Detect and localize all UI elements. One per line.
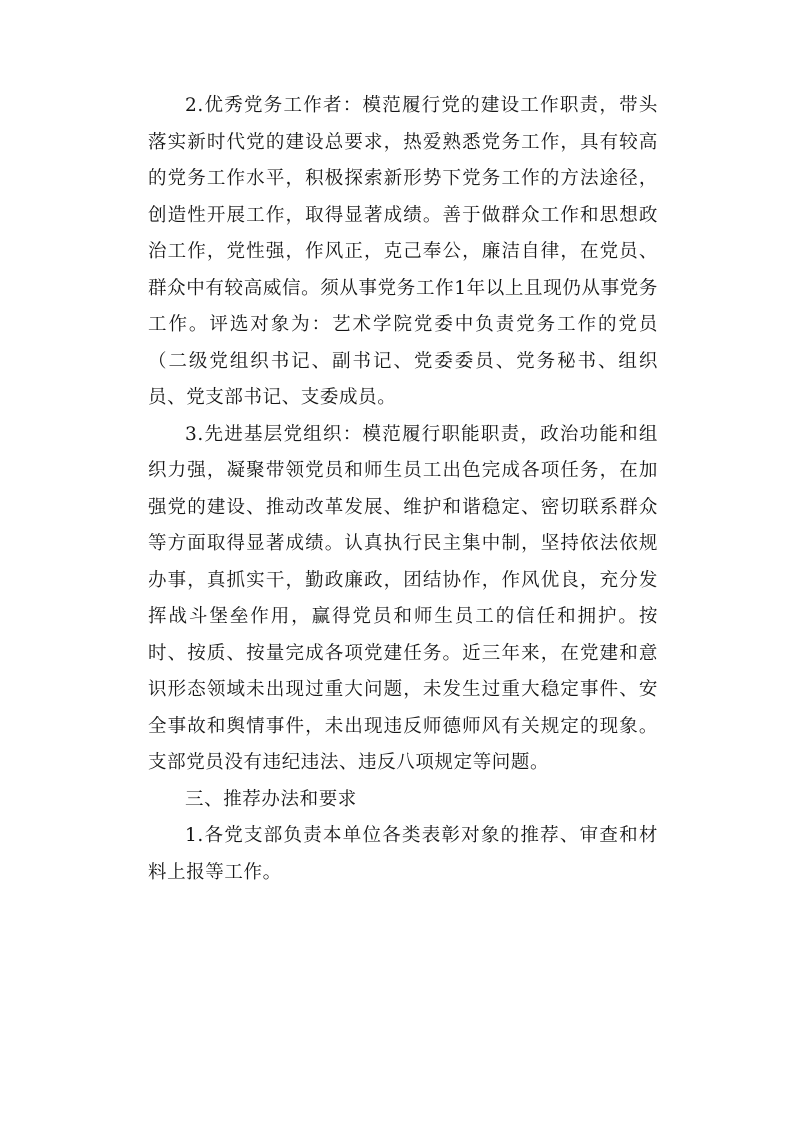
paragraph-advanced-grassroots-organization: 3.先进基层党组织：模范履行职能职责，政治功能和组织力强，凝聚带领党员和师生员工出色完成各项任务，在加强党的建设、推动改革发展、维护和谐稳定、密切联系群众等方面取得显著成绩。认真执行民主集中制，坚持依法依规办事，真抓实干，勤政廉政，团结协作，作风优良，充分发挥战斗堡垒作用，赢得党员和师生员工的信任和拥护。按时、按质、按量完成各项党建任务。近三年来，在党建和意识形态领域未出现过重大问题，未发生过重大稳定事件、安全事故和舆情事件，未出现违反师德师风有关规定的现象。支部党员没有违纪违法、违反八项规定等问题。 bbox=[148, 423, 658, 773]
section-heading-recommendation: 三、推荐办法和要求 bbox=[185, 788, 357, 810]
document-body bbox=[148, 88, 658, 891]
paragraph-outstanding-party-worker: 2.优秀党务工作者：模范履行党的建设工作职责，带头落实新时代党的建设总要求，热爱熟悉党务工作，具有较高的党务工作水平，积极探索新形势下党务工作的方法途径，创造性开展工作，取得显著成绩。善于做群众工作和思想政治工作，党性强，作风正，克己奉公，廉洁自律，在党员、群众中有较高威信。须从事党务工作1年以上且现仍从事党务工作。评选对象为：艺术学院党委中负责党务工作的党员（二级党组织书记、副书记、党委委员、党务秘书、组织员、党支部书记、支委成员。 bbox=[148, 95, 658, 408]
paragraph-branch-responsibility: 1.各党支部负责本单位各类表彰对象的推荐、审查和材料上报等工作。 bbox=[148, 825, 658, 883]
